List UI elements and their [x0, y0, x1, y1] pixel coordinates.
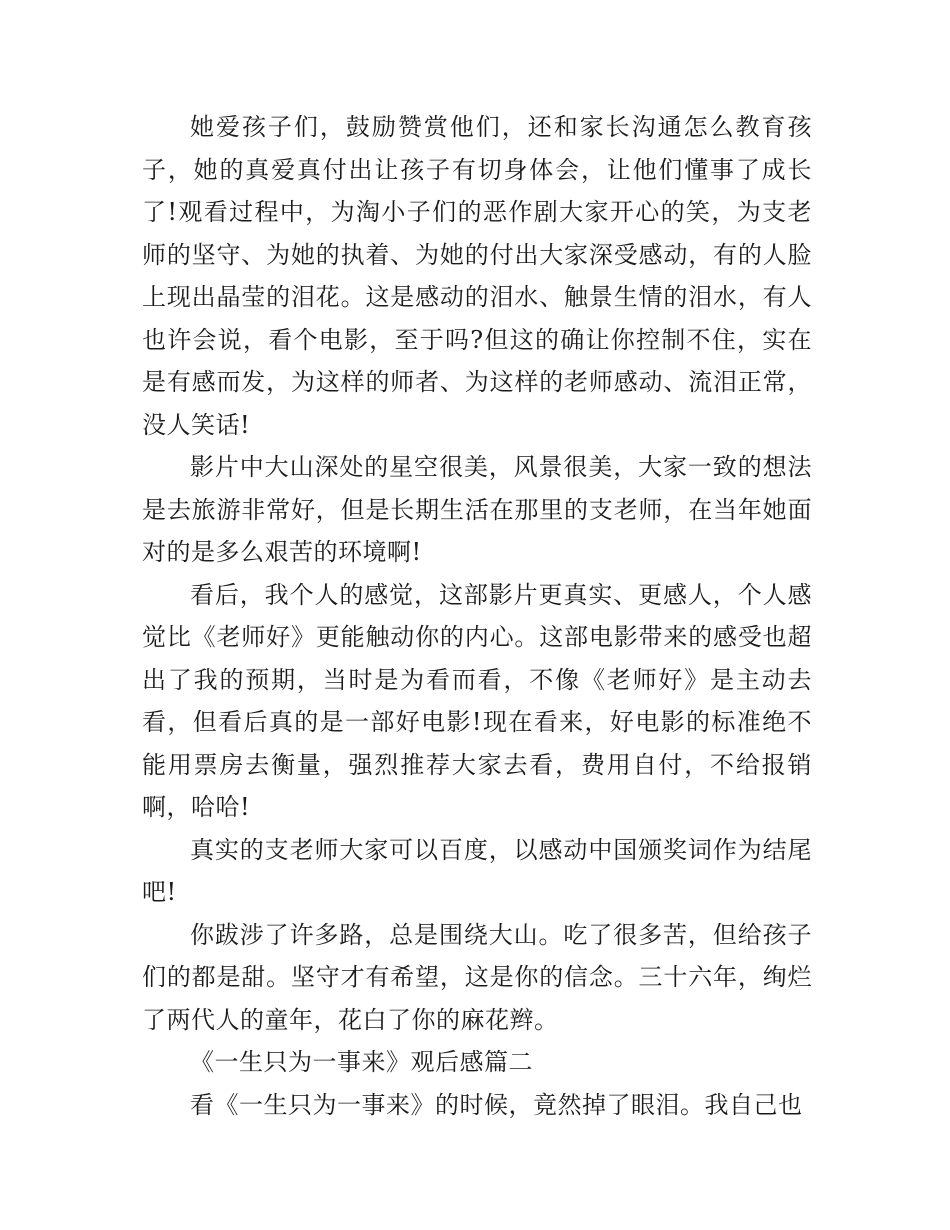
- paragraph-3: 看后，我个人的感觉，这部影片更真实、更感人，个人感觉比《老师好》更能触动你的内心。这部电影带来的感受也超出了我的预期，当时是为看而看，不像《老师好》是主动去看，但看后真的是一部好电影!现在看来，好电影的标准绝不能用票房去衡量，强烈推荐大家去看，费用自付，不给报销啊，哈哈!: [142, 580, 812, 821]
- paragraph-1: 她爱孩子们，鼓励赞赏他们，还和家长沟通怎么教育孩子，她的真爱真付出让孩子有切身体会，让他们懂事了成长了!观看过程中，为淘小子们的恶作剧大家开心的笑，为支老师的坚守、为她的执着、为她的付出大家深受感动，有的人脸上现出晶莹的泪花。这是感动的泪水、触景生情的泪水，有人也许会说，看个电影，至于吗?但这的确让你控制不住，实在是有感而发，为这样的师者、为这样的老师感动、流泪正常，没人笑话!: [142, 113, 812, 439]
- section-heading: 《一生只为一事来》观后感篇二: [190, 1048, 533, 1076]
- paragraph-5: 你跋涉了许多路，总是围绕大山。吃了很多苦，但给孩子们的都是甜。坚守才有希望，这是你的信念。三十六年，绚烂了两代人的童年，花白了你的麻花辫。: [142, 920, 812, 1034]
- document-body: [142, 106, 812, 1126]
- paragraph-4: 真实的支老师大家可以百度，以感动中国颁奖词作为结尾吧!: [142, 835, 812, 906]
- paragraph-2: 影片中大山深处的星空很美，风景很美，大家一致的想法是去旅游非常好，但是长期生活在那里的支老师，在当年她面对的是多么艰苦的环境啊!: [142, 453, 812, 566]
- paragraph-6: 看《一生只为一事来》的时候，竟然掉了眼泪。我自己也: [190, 1090, 803, 1119]
